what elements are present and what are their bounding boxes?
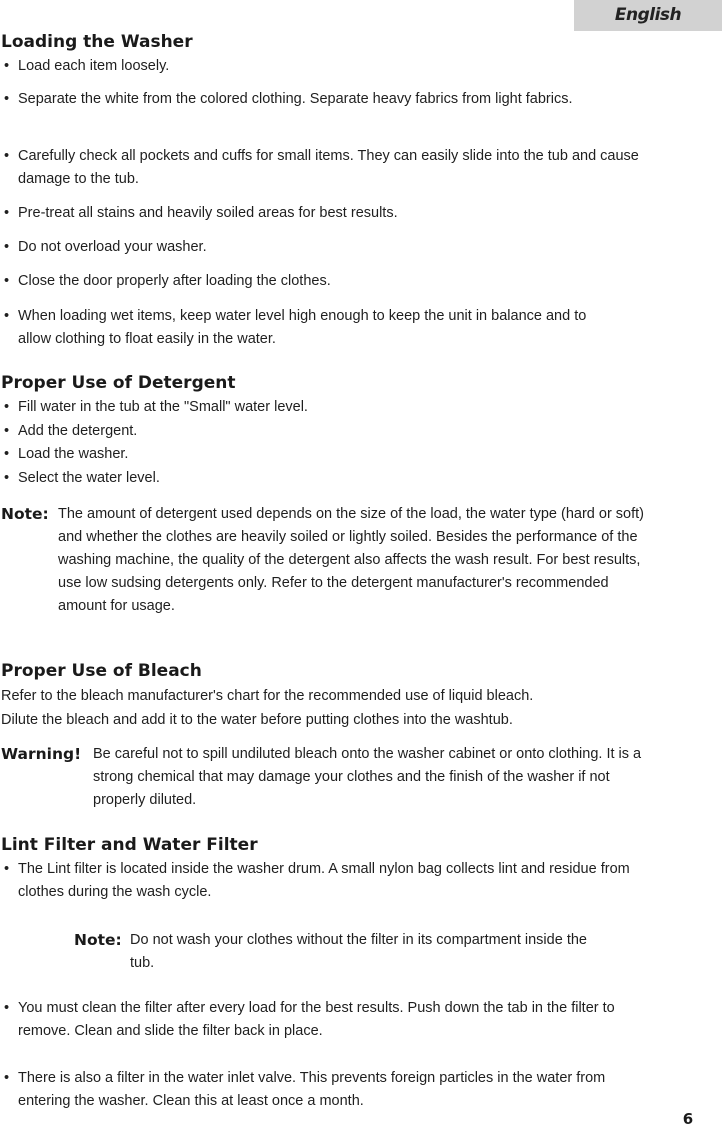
bullet-icon: • xyxy=(4,273,10,289)
bullet-icon: • xyxy=(4,399,10,415)
bullet-icon: • xyxy=(4,91,10,107)
bullet-icon: • xyxy=(4,446,10,462)
note-text: Do not wash your clothes without the filter in its compartment inside the tub. xyxy=(130,932,587,971)
page-number: 6 xyxy=(682,1110,694,1128)
heading-lint-water-filter: Lint Filter and Water Filter xyxy=(1,835,258,855)
bullet-icon: • xyxy=(4,861,10,877)
bullet-icon: • xyxy=(4,205,10,221)
note-text: The amount of detergent used depends on the size of the load, the water type (hard or soft) and whether the clothes are heavily soiled or lightly soiled. Besides the performance of the washing machine, the quality of the detergent also affects the wash result. For best results, use low sudsing detergents only. Refer to the detergent manufacturer's recommended amount for usage. xyxy=(58,506,645,614)
detergent-note xyxy=(1,503,653,618)
language-tab: English xyxy=(574,0,722,31)
list-item: • Close the door properly after loading the clothes. xyxy=(4,270,656,293)
bullet-icon: • xyxy=(4,470,10,486)
bleach-paragraph-line-2: Dilute the bleach and add it to the water before putting clothes into the washtub. xyxy=(1,712,513,728)
warning-label: Warning! xyxy=(1,745,82,763)
list-item: • Pre-treat all stains and heavily soiled areas for best results. xyxy=(4,202,656,225)
bullet-icon: • xyxy=(4,1070,10,1086)
filter-note xyxy=(74,929,614,975)
list-item: • Separate the white from the colored clothing. Separate heavy fabrics from light fabrics. xyxy=(4,88,656,111)
heading-bleach: Proper Use of Bleach xyxy=(1,661,202,681)
list-item: • Fill water in the tub at the "Small" water level. xyxy=(4,396,656,419)
bleach-warning xyxy=(1,743,653,812)
bullet-icon: • xyxy=(4,239,10,255)
list-item: • Carefully check all pockets and cuffs for small items. They can easily slide into the tub and cause damage to the tub. xyxy=(4,145,656,191)
note-label: Note: xyxy=(1,505,49,523)
bullet-icon: • xyxy=(4,148,10,164)
bullet-icon: • xyxy=(4,423,10,439)
bullet-icon: • xyxy=(4,58,10,74)
bullet-icon: • xyxy=(4,308,10,324)
bullet-icon: • xyxy=(4,1000,10,1016)
list-item: • Add the detergent. xyxy=(4,420,656,443)
list-item: • There is also a filter in the water inlet valve. This prevents foreign particles in the water from entering the washer. Clean this at least once a month. xyxy=(4,1067,656,1113)
list-item: • Load each item loosely. xyxy=(4,55,564,78)
heading-loading-washer: Loading the Washer xyxy=(1,32,193,52)
list-item: • Load the washer. xyxy=(4,443,656,466)
list-item: • Select the water level. xyxy=(4,467,656,490)
list-item: • The Lint filter is located inside the washer drum. A small nylon bag collects lint and residue from clothes during the wash cycle. xyxy=(4,858,634,904)
warning-text: Be careful not to spill undiluted bleach onto the washer cabinet or onto clothing. It is a strong chemical that may damage your clothes and the finish of the washer if not properly diluted. xyxy=(93,746,642,808)
heading-detergent: Proper Use of Detergent xyxy=(1,373,236,393)
list-item: • You must clean the filter after every load for the best results. Push down the tab in the filter to remove. Clean and slide the filter back in place. xyxy=(4,997,656,1043)
list-item: • Do not overload your washer. xyxy=(4,236,656,259)
note-label: Note: xyxy=(74,931,122,949)
list-item: • When loading wet items, keep water level high enough to keep the unit in balance and to allow clothing to float easily in the water. xyxy=(4,305,604,351)
bleach-paragraph-line-1: Refer to the bleach manufacturer's chart for the recommended use of liquid bleach. xyxy=(1,688,534,704)
